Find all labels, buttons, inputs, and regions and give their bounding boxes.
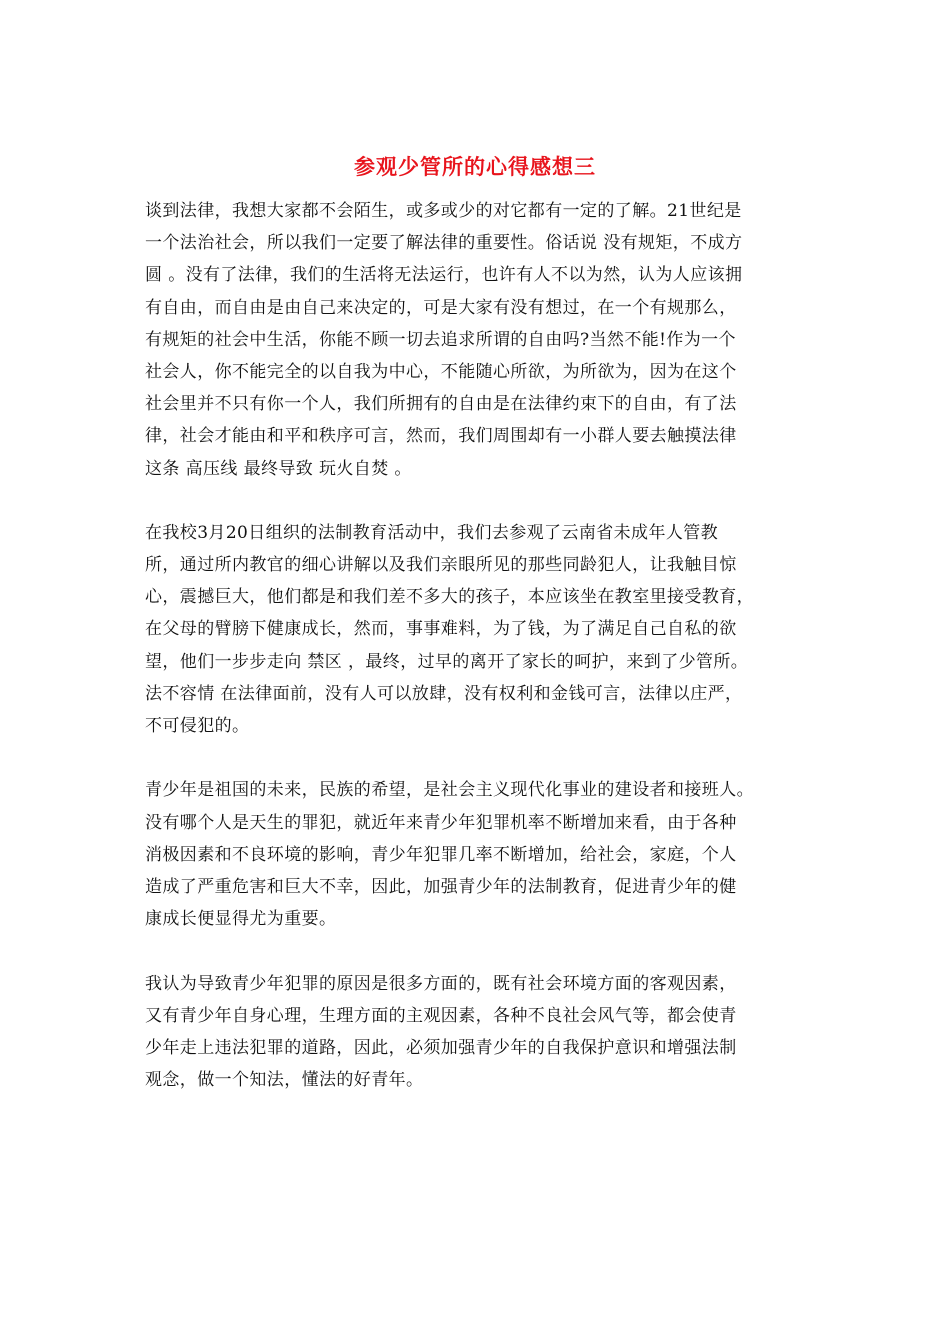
text-line: 法不容情 在法律面前，没有人可以放肆，没有权利和金钱可言，法律以庄严， <box>145 683 743 704</box>
text-line: 我认为导致青少年犯罪的原因是很多方面的，既有社会环境方面的客观因素， <box>145 973 737 994</box>
document-body <box>145 195 815 1096</box>
paragraph <box>145 774 815 935</box>
text-line: 一个法治社会，所以我们一定要了解法律的重要性。俗话说 没有规矩，不成方 <box>145 233 743 254</box>
text-line: 在父母的臂膀下健康成长，然而，事事难料，为了钱，为了满足自己自私的欲 <box>145 619 737 640</box>
text-line: 望，他们一步步走向 禁区 ，最终，过早的离开了家长的呵护，来到了少管所。 <box>145 651 749 672</box>
paragraph-gap <box>145 935 815 967</box>
paragraph <box>145 195 815 485</box>
text-line: 不可侵犯的。 <box>145 716 250 736</box>
text-line: 造成了严重危害和巨大不幸，因此，加强青少年的法制教育，促进青少年的健 <box>145 876 737 897</box>
text-line: 在我校3月20日组织的法制教育活动中，我们去参观了云南省未成年人管教 <box>145 522 719 543</box>
text-line: 律，社会才能由和平和秩序可言，然而，我们周围却有一小群人要去触摸法律 <box>145 426 737 447</box>
paragraph-gap <box>145 742 815 774</box>
text-line: 社会人，你不能完全的以自我为中心，不能随心所欲，为所欲为，因为在这个 <box>145 361 737 382</box>
text-line: 少年走上违法犯罪的道路，因此，必须加强青少年的自我保护意识和增强法制 <box>145 1037 737 1058</box>
text-line: 又有青少年自身心理，生理方面的主观因素，各种不良社会风气等，都会使青 <box>145 1005 737 1026</box>
text-line: 谈到法律，我想大家都不会陌生，或多或少的对它都有一定的了解。21世纪是 <box>145 201 742 221</box>
text-line: 康成长便显得尤为重要。 <box>145 909 337 930</box>
document-title: 参观少管所的心得感想三 <box>354 154 596 179</box>
text-line: 所，通过所内教官的细心讲解以及我们亲眼所见的那些同龄犯人，让我触目惊 <box>145 555 737 576</box>
paragraph-gap <box>145 485 815 517</box>
paragraph <box>145 517 815 742</box>
text-line: 有规矩的社会中生活，你能不顾一切去追求所谓的自由吗?当然不能!作为一个 <box>145 329 736 350</box>
paragraph <box>145 968 815 1097</box>
text-line: 消极因素和不良环境的影响，青少年犯罪几率不断增加，给社会，家庭，个人 <box>145 844 737 865</box>
text-line: 心，震撼巨大，他们都是和我们差不多大的孩子，本应该坐在教室里接受教育， <box>145 587 754 608</box>
text-line: 没有哪个人是天生的罪犯，就近年来青少年犯罪机率不断增加来看，由于各种 <box>145 812 737 833</box>
text-line: 圆 。没有了法律，我们的生活将无法运行，也许有人不以为然，认为人应该拥 <box>145 265 743 286</box>
text-line: 有自由，而自由是由自己来决定的，可是大家有没有想过，在一个有规那么， <box>145 297 737 318</box>
text-line: 青少年是祖国的未来，民族的希望，是社会主义现代化事业的建设者和接班人。 <box>145 780 754 801</box>
text-line: 社会里并不只有你一个人，我们所拥有的自由是在法律约束下的自由，有了法 <box>145 394 737 415</box>
text-line: 观念，做一个知法，懂法的好青年。 <box>145 1070 424 1091</box>
text-line: 这条 高压线 最终导致 玩火自焚 。 <box>145 458 412 479</box>
